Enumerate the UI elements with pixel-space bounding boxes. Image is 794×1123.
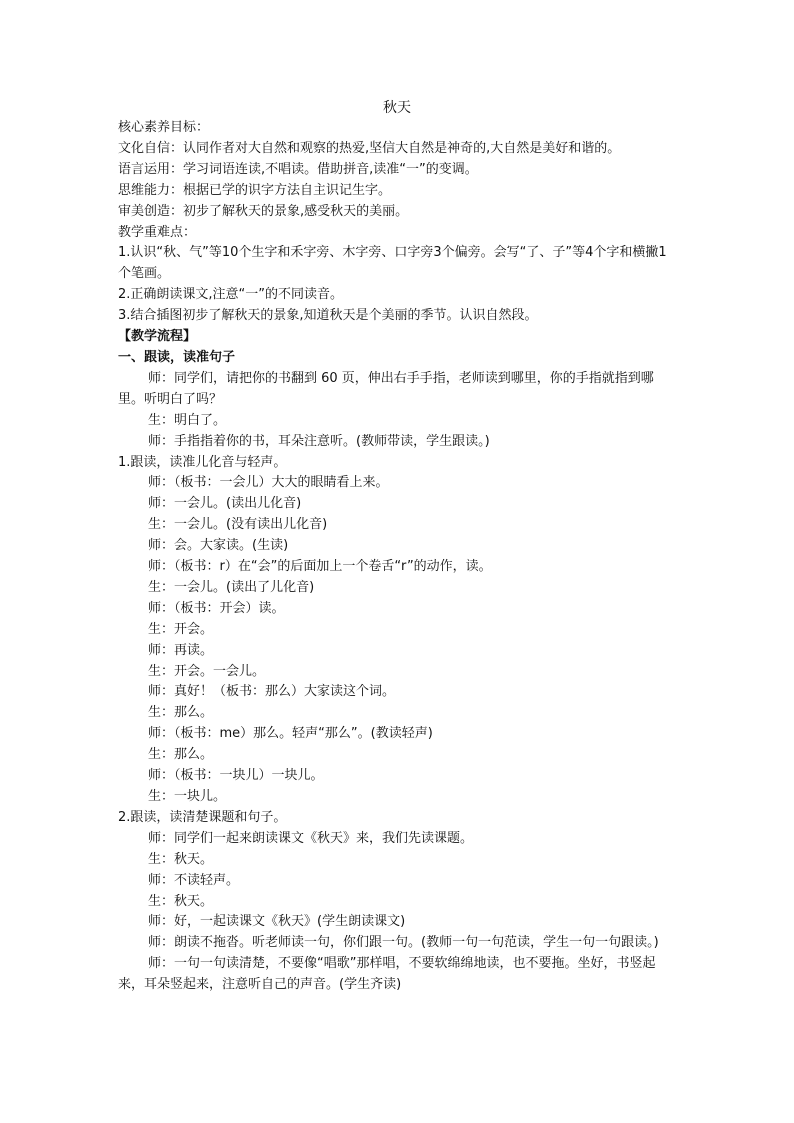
key-point: 3.结合插图初步了解秋天的景象,知道秋天是个美丽的季节。认识自然段。 xyxy=(118,308,538,324)
dialogue-line: 生：秋天。 xyxy=(148,851,214,867)
dialogue-line: 师：（板书：开会）读。 xyxy=(148,600,285,616)
key-point: 2.正确朗读课文,注意“一”的不同读音。 xyxy=(118,287,344,303)
document-body xyxy=(118,118,678,996)
dialogue-line: 师：（板书：me）那么。轻声“那么”。(教读轻声) xyxy=(148,726,433,742)
dialogue-line: 师：好，一起读课文《秋天》(学生朗读课文) xyxy=(148,914,406,930)
goal-line: 思维能力：根据已学的识字方法自主识记生字。 xyxy=(118,182,392,198)
dialogue-line: 生：一块儿。 xyxy=(148,789,227,804)
flow-heading: 【教学流程】 xyxy=(118,329,197,345)
dialogue-line: 生：秋天。 xyxy=(148,893,214,909)
step-heading: 1.跟读，读准儿化音与轻声。 xyxy=(118,454,287,470)
goal-line: 语言运用：学习词语连读,不唱读。借助拼音,读准“一”的变调。 xyxy=(118,161,478,177)
dialogue-line: 师：同学们一起来朗读课文《秋天》来，我们先读课题。 xyxy=(148,830,474,846)
goal-line: 审美创造：初步了解秋天的景象,感受秋天的美丽。 xyxy=(118,203,409,219)
dialogue-line: 师：（板书：r）在“会”的后面加上一个卷舌“r”的动作，读。 xyxy=(148,559,492,575)
dialogue-line: 师：（板书：一块儿）一块儿。 xyxy=(148,768,324,784)
dialogue-line: 生：明白了。 xyxy=(148,412,227,428)
dialogue-line: 师：再读。 xyxy=(148,642,214,658)
goals-heading: 核心素养目标： xyxy=(118,120,210,135)
dialogue-line: 生：开会。 xyxy=(148,621,214,637)
dialogue-line: 生：一会儿。(读出了儿化音) xyxy=(148,579,315,595)
key-points-heading: 教学重难点： xyxy=(118,224,197,240)
dialogue-line: 生：那么。 xyxy=(148,747,214,763)
dialogue-line: 生：那么。 xyxy=(148,705,214,721)
dialogue-line: 生：一会儿。(没有读出儿化音) xyxy=(148,517,328,533)
dialogue-line: 师：一句一句读清楚，不要像“唱歌”那样唱，不要软绵绵地读，也不要拖。坐好，书竖起来，耳朵竖起来，注意听自己的声音。(学生齐读) xyxy=(118,956,656,993)
dialogue-line: 师：同学们，请把你的书翻到 60 页，伸出右手手指，老师读到哪里，你的手指就指到哪里。听明白了吗？ xyxy=(118,370,654,407)
dialogue-line: 师：手指指着你的书，耳朵注意听。(教师带读，学生跟读。) xyxy=(148,433,490,449)
step-heading: 2.跟读，读清楚课题和句子。 xyxy=(118,809,287,825)
dialogue-line: 师：朗读不拖沓。听老师读一句，你们跟一句。(教师一句一句范读，学生一句一句跟读。) xyxy=(148,935,659,951)
dialogue-line: 师：（板书：一会儿）大大的眼睛看上来。 xyxy=(148,475,389,491)
document-title: 秋天 xyxy=(383,100,411,116)
dialogue-line: 生：开会。一会儿。 xyxy=(148,663,266,679)
goal-line: 文化自信：认同作者对大自然和观察的热爱,坚信大自然是神奇的,大自然是美好和谐的。 xyxy=(118,140,621,156)
dialogue-line: 师：不读轻声。 xyxy=(148,872,240,888)
key-point: 1.认识“秋、气”等10个生字和禾字旁、木字旁、口字旁3个偏旁。会写“了、子”等4个字和横撇1个笔画。 xyxy=(118,245,667,282)
dialogue-line: 师：会。大家读。(生读) xyxy=(148,538,289,554)
section-heading: 一、跟读，读准句子 xyxy=(118,349,236,365)
dialogue-line: 师：一会儿。(读出儿化音) xyxy=(148,496,302,512)
dialogue-line: 师：真好！（板书：那么）大家读这个词。 xyxy=(148,684,396,700)
